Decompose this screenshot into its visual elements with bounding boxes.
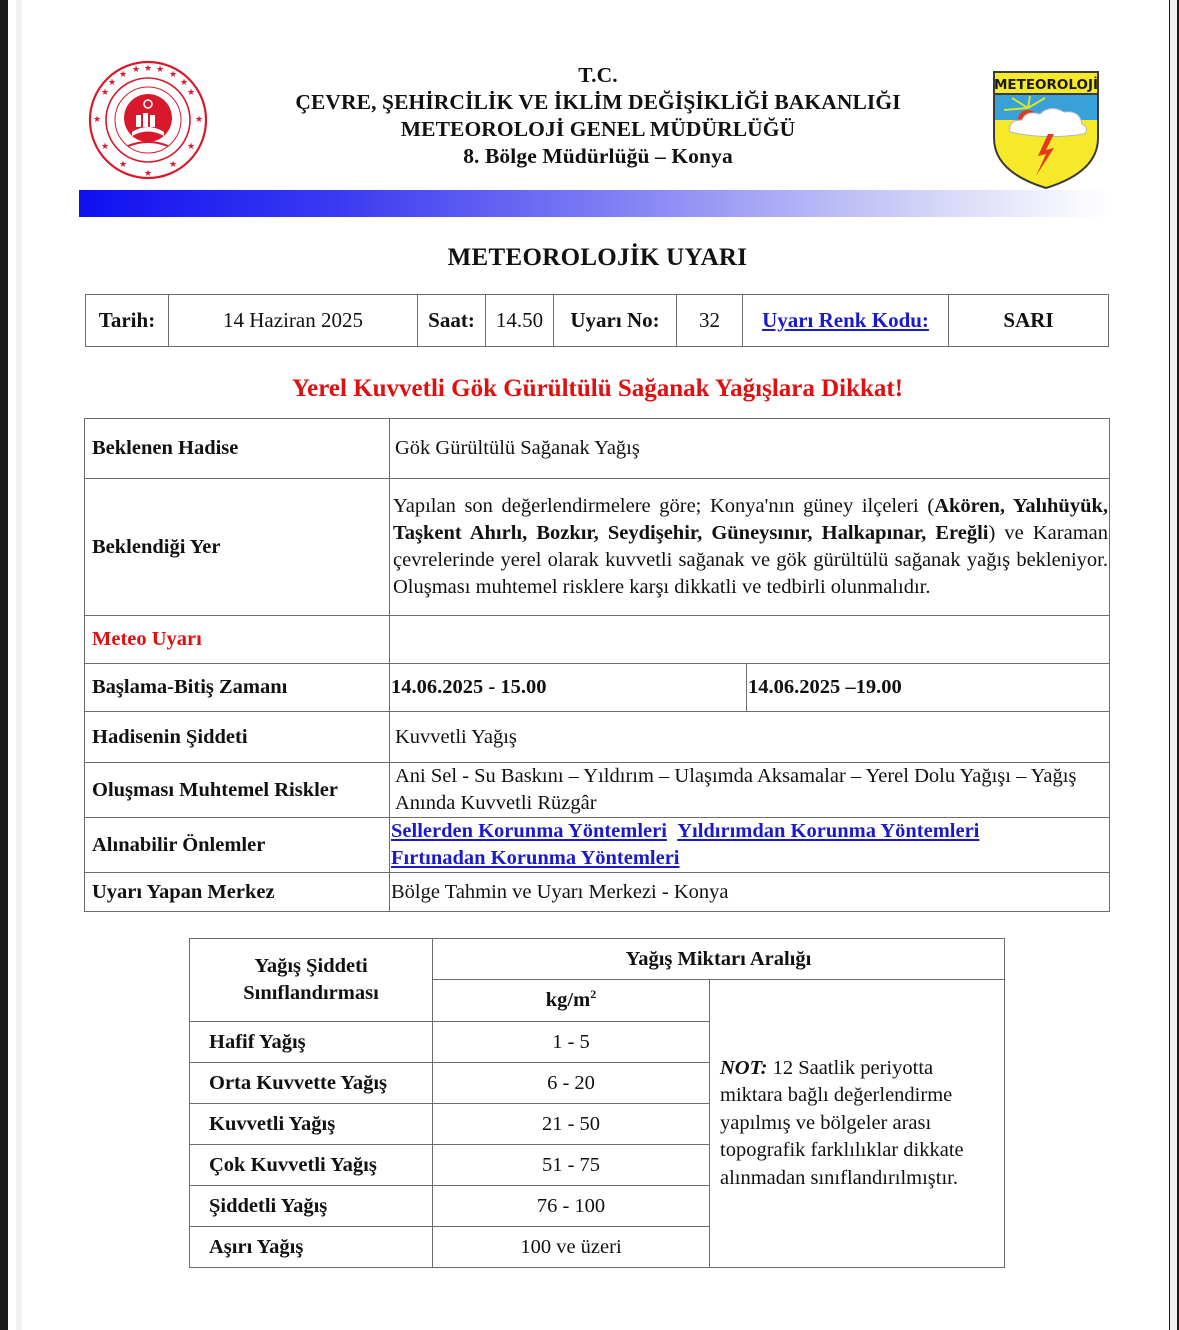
expected-location-label: Beklendiği Yer: [85, 479, 390, 616]
meteoroloji-shield-icon: [990, 68, 1102, 190]
location-outro-text: ) ve Karaman çevrelerinde yerel olarak kuvvetli sağanak ve gök gürültülü sağanak yağış bekleniyor. Oluşması muhtemel risklere karşı dikkatli ve tedbirli olunmalıdır.: [393, 522, 1108, 598]
page-edge-left: [16, 0, 22, 1330]
class-range: 1 - 5: [433, 1022, 710, 1063]
risks-value: Ani Sel - Su Baskını – Yıldırım – Ulaşımda Aksamalar – Yerel Dolu Yağışı – Yağış Anında Kuvvetli Rüzgâr: [390, 763, 1110, 818]
classification-note: [710, 980, 1005, 1268]
document-page: [8, 0, 1169, 1330]
flood-protection-link[interactable]: Sellerden Korunma Yöntemleri: [391, 820, 667, 842]
start-end-label: Başlama-Bitiş Zamanı: [85, 664, 390, 712]
svg-text:★: ★: [100, 88, 110, 98]
table-row: [85, 873, 1110, 912]
risks-label: Oluşması Muhtemel Riskler: [85, 763, 390, 818]
org-header: [228, 62, 968, 170]
center-value: Bölge Tahmin ve Uyarı Merkezi - Konya: [390, 873, 1110, 912]
svg-text:★: ★: [168, 160, 178, 170]
rain-classification-table: [189, 938, 1005, 1268]
date-label: Tarih:: [86, 295, 169, 347]
svg-text:★: ★: [194, 115, 204, 125]
svg-text:★: ★: [179, 78, 189, 88]
svg-text:★: ★: [186, 88, 196, 98]
amount-range-col-header: Yağış Miktarı Aralığı: [433, 939, 1005, 980]
meteo-warning-label: Meteo Uyarı: [85, 616, 390, 664]
color-code-value: SARI: [949, 295, 1109, 347]
svg-text:★: ★: [118, 70, 128, 80]
svg-text:★: ★: [186, 142, 196, 152]
warning-details-table: [84, 418, 1110, 912]
location-intro-text: Yapılan son değerlendirmelere göre; Konya'nın güney ilçeleri (: [393, 495, 935, 517]
svg-text:★: ★: [131, 65, 141, 75]
meteo-warning-value: [390, 616, 1110, 664]
alert-headline: Yerel Kuvvetli Gök Gürültülü Sağanak Yağışlara Dikkat!: [291, 375, 904, 402]
svg-text:★: ★: [92, 115, 102, 125]
warning-no-label: Uyarı No:: [554, 295, 677, 347]
center-label: Uyarı Yapan Merkez: [85, 873, 390, 912]
expected-event-label: Beklenen Hadise: [85, 419, 390, 479]
header-gradient-bar: [79, 190, 1112, 217]
unit-header: [433, 980, 710, 1022]
svg-text:★: ★: [168, 70, 178, 80]
svg-text:★: ★: [107, 78, 117, 88]
table-row: [85, 712, 1110, 763]
storm-protection-link[interactable]: Fırtınadan Korunma Yöntemleri: [391, 847, 680, 869]
svg-text:★: ★: [143, 169, 153, 179]
class-range: 51 - 75: [433, 1145, 710, 1186]
header-line-tc: T.C.: [578, 63, 618, 87]
class-range: 6 - 20: [433, 1063, 710, 1104]
header-line-directorate: METEOROLOJİ GENEL MÜDÜRLÜĞÜ: [400, 117, 796, 141]
warning-info-table: [85, 294, 1109, 347]
end-time-value: 14.06.2025 –19.00: [747, 664, 1110, 712]
classification-col-header: Yağış Şiddeti Sınıflandırması: [190, 939, 433, 1022]
class-range: 76 - 100: [433, 1186, 710, 1227]
table-row: [85, 664, 1110, 712]
note-label: NOT:: [720, 1056, 768, 1079]
unit-superscript: 2: [590, 987, 597, 1001]
header-line-ministry: ÇEVRE, ŞEHİRCİLİK VE İKLİM DEĞİŞİKLİĞİ BAKANLIĞI: [295, 90, 901, 114]
class-range: 100 ve üzeri: [433, 1227, 710, 1268]
table-row: [85, 419, 1110, 479]
ministry-seal-icon: [88, 60, 208, 180]
expected-event-value: Gök Gürültülü Sağanak Yağış: [390, 419, 1110, 479]
severity-label: Hadisenin Şiddeti: [85, 712, 390, 763]
table-row: [85, 616, 1110, 664]
page-edge-right: [1170, 0, 1177, 1330]
svg-text:★: ★: [143, 64, 153, 74]
class-name: Hafif Yağış: [190, 1022, 433, 1063]
measures-links: [390, 818, 1110, 873]
class-name: Şiddetli Yağış: [190, 1186, 433, 1227]
expected-location-value: [390, 479, 1110, 616]
svg-text:★: ★: [155, 65, 165, 75]
color-code-link[interactable]: Uyarı Renk Kodu:: [762, 308, 929, 332]
table-row: [85, 763, 1110, 818]
class-name: Çok Kuvvetli Yağış: [190, 1145, 433, 1186]
location-districts-text: Akören, Yalıhüyük, Taşkent Ahırlı, Bozkır, Seydişehir, Güneysınır, Halkapınar, Ereğli: [393, 495, 1108, 544]
document-title: METEOROLOJİK UYARI: [447, 244, 748, 271]
svg-text:METEOROLOJİ: METEOROLOJİ: [993, 77, 1099, 93]
date-value: 14 Haziran 2025: [169, 295, 418, 347]
time-label: Saat:: [418, 295, 486, 347]
time-value: 14.50: [486, 295, 554, 347]
svg-text:★: ★: [118, 160, 128, 170]
class-name: Orta Kuvvette Yağış: [190, 1063, 433, 1104]
class-name: Aşırı Yağış: [190, 1227, 433, 1268]
note-text: 12 Saatlik periyotta miktara bağlı değerlendirme yapılmış ve bölgeler arası topografik farklılıklar dikkate alınmadan sınıflandırılmıştır.: [720, 1056, 964, 1189]
svg-text:★: ★: [100, 142, 110, 152]
unit-base: kg/m: [545, 989, 591, 1011]
start-time-value: 14.06.2025 - 15.00: [390, 664, 747, 712]
measures-label: Alınabilir Önlemler: [85, 818, 390, 873]
lightning-protection-link[interactable]: Yıldırımdan Korunma Yöntemleri: [677, 820, 980, 842]
table-row: [85, 479, 1110, 616]
severity-value: Kuvvetli Yağış: [390, 712, 1110, 763]
warning-no-value: 32: [677, 295, 743, 347]
class-range: 21 - 50: [433, 1104, 710, 1145]
header-line-regional: 8. Bölge Müdürlüğü – Konya: [463, 144, 733, 168]
table-row: [85, 818, 1110, 873]
class-name: Kuvvetli Yağış: [190, 1104, 433, 1145]
